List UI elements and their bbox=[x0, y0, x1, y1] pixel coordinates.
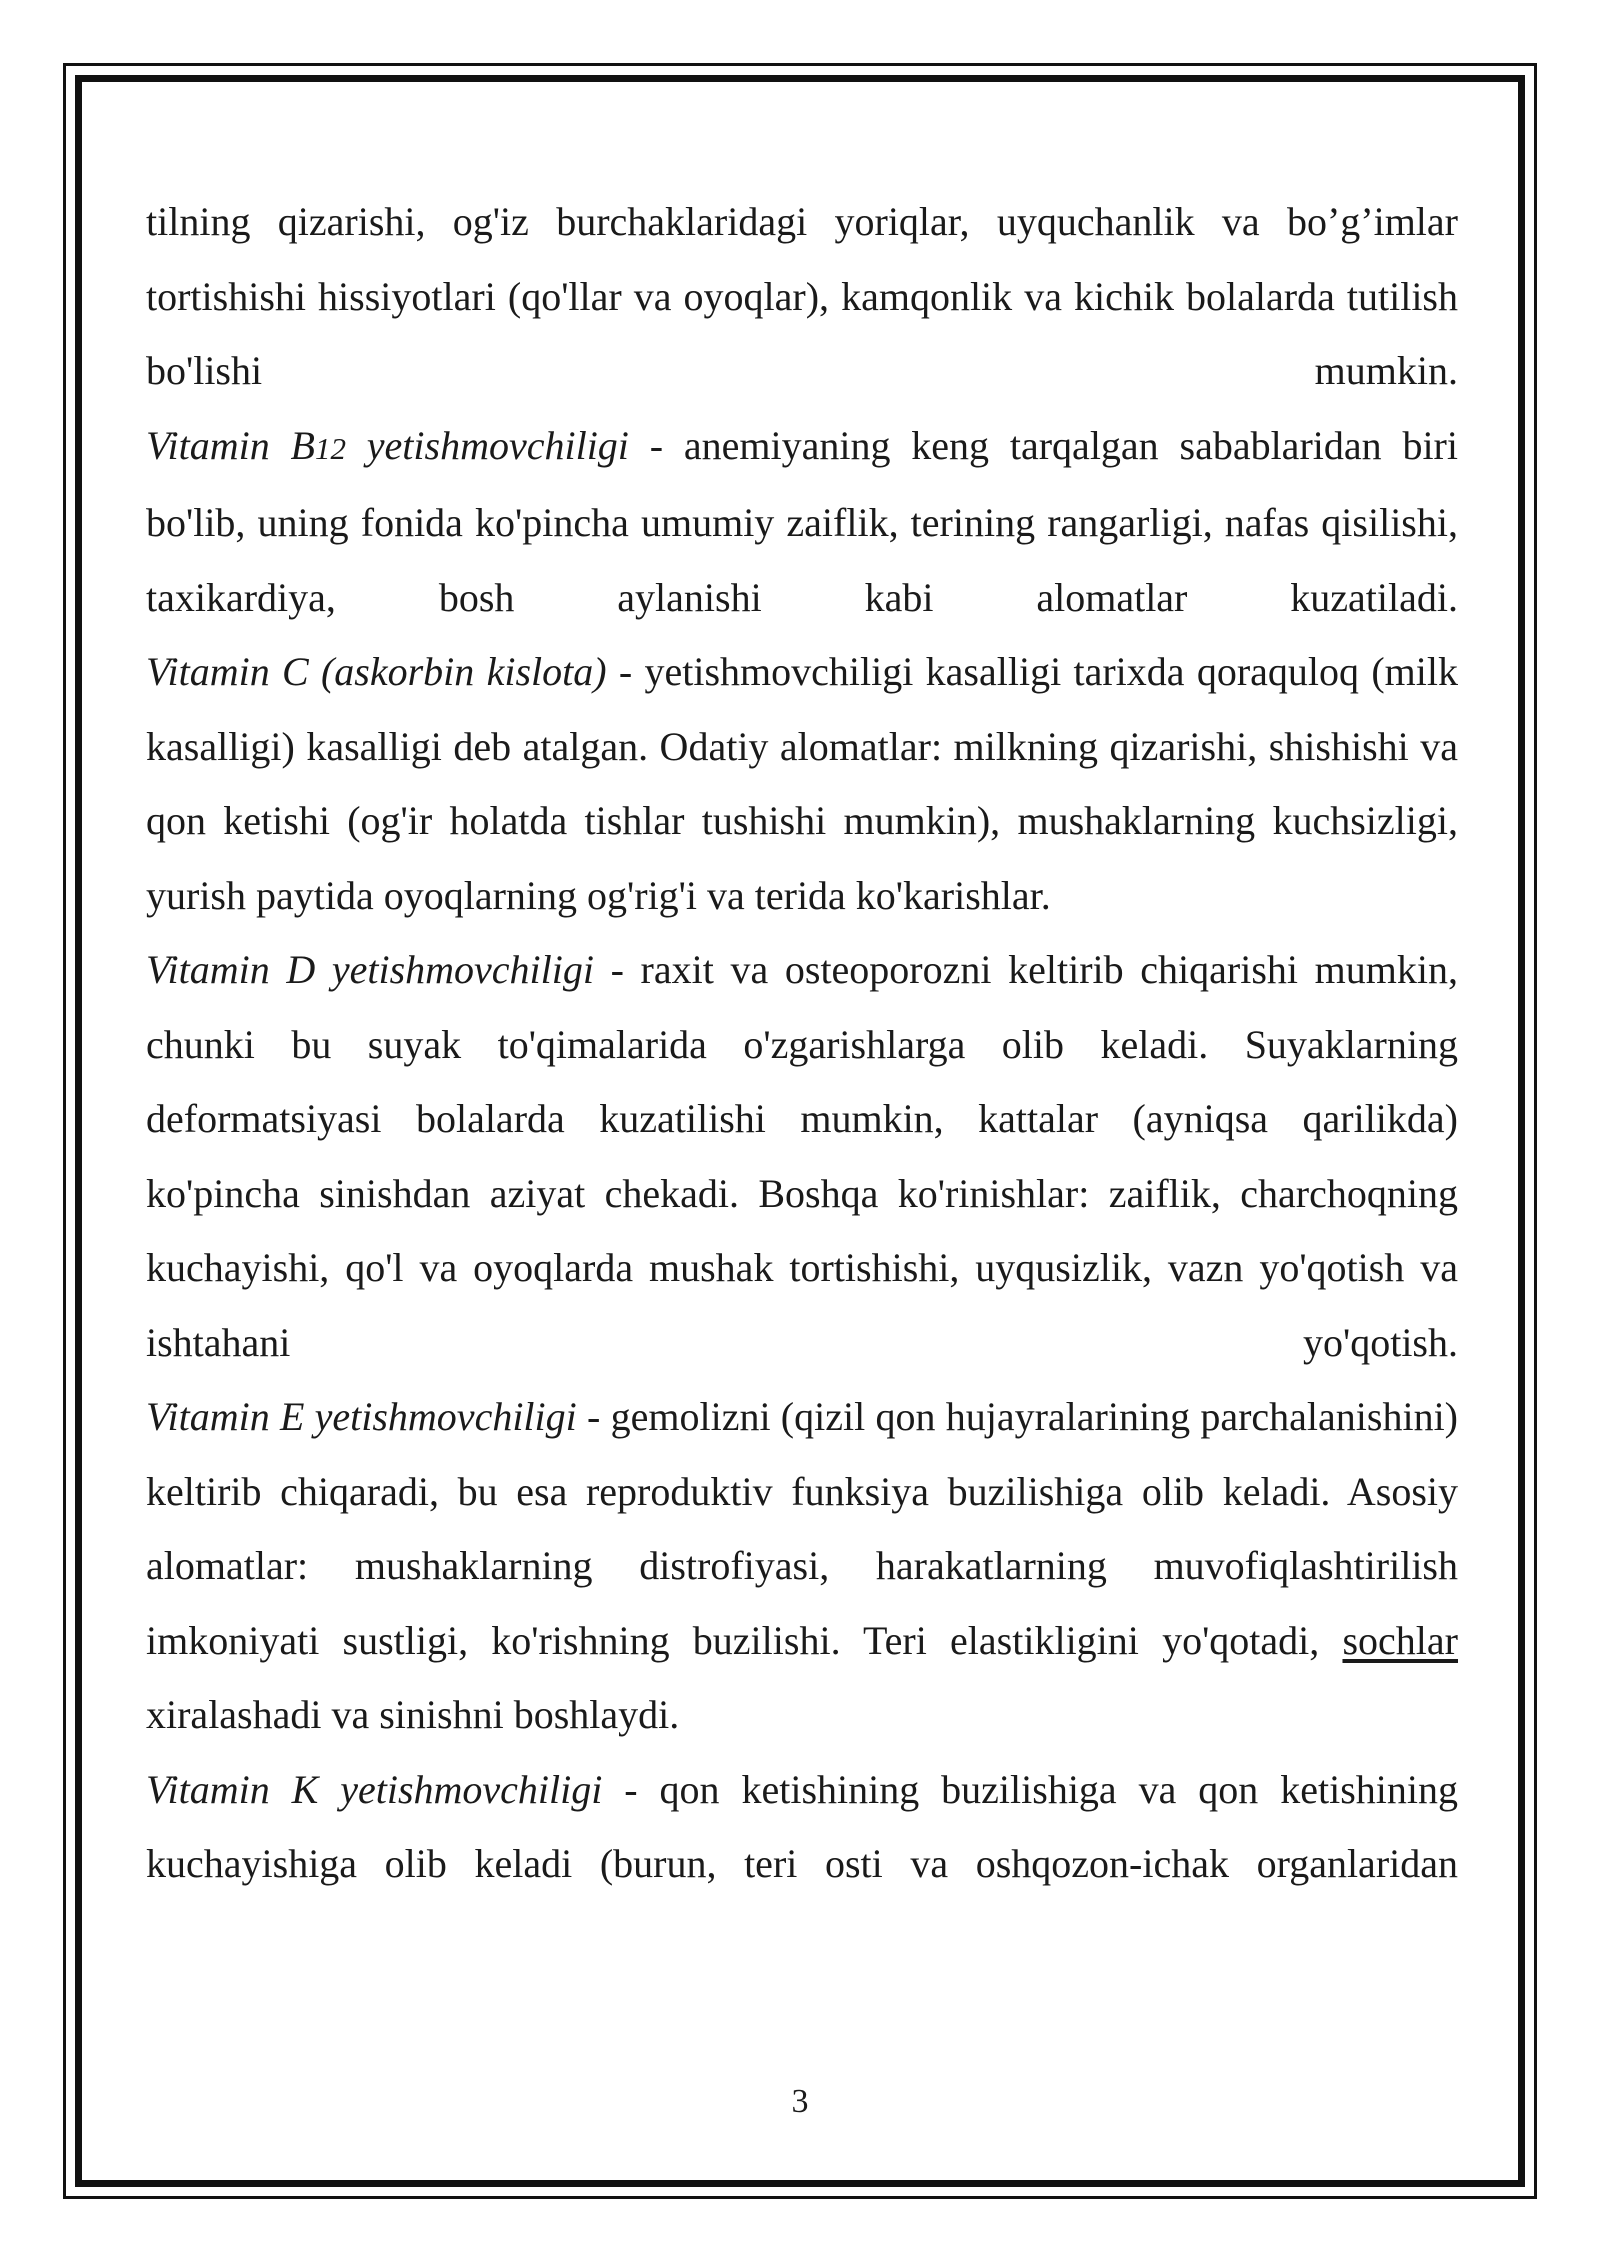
page-number: 3 bbox=[791, 2083, 809, 2120]
paragraph-text: - yetishmovchiligi kasalligi tarixda qoraquloq (milk kasalligi) kasalligi deb atalgan. Odatiy alomatlar: milkning qizarishi, shishishi va qon ketishi (og'ir holatda tishlar tushishi mumkin), mushaklarning kuchsizligi, yurish paytida oyoqlarning og'rig'i va terida ko'karishlar. bbox=[146, 649, 1458, 918]
paragraph-vitamin-k bbox=[146, 1753, 1458, 1902]
paragraph-text: tilning qizarishi, og'iz burchaklaridagi yoriqlar, uyquchanlik va bo’g’imlar tortishishi hissiyotlari (qo'llar va oyoqlar), kamqonlik va kichik bolalarda tutilish bo'lishi mumkin. bbox=[146, 199, 1458, 393]
paragraph-vitamin-b12 bbox=[146, 409, 1458, 636]
vitamin-term: Vitamin E yetishmovchiligi bbox=[146, 1394, 577, 1439]
vitamin-term bbox=[146, 423, 629, 468]
paragraph-vitamin-d bbox=[146, 933, 1458, 1380]
underlined-word: sochlar bbox=[1342, 1617, 1458, 1663]
document-body bbox=[146, 185, 1458, 1902]
term-part: yetishmovchiligi bbox=[345, 422, 629, 468]
paragraph-text: - gemolizni (qizil qon hujayralarining parchalanishini) keltirib chiqaradi, bu esa reproduktiv funksiya buzilishiga olib keladi. Asosiy alomatlar: mushaklarning distrofiyasi, harakatlarning muvofiqlashtirilish imkoniyati sustligi, ko'rishning buzilishi. Teri elastikligini yo'qotadi, bbox=[146, 1394, 1458, 1663]
vitamin-term: Vitamin D yetishmovchiligi bbox=[146, 947, 594, 992]
paragraph-vitamin-e bbox=[146, 1380, 1458, 1753]
vitamin-term: Vitamin C (askorbin kislota) bbox=[146, 649, 607, 694]
paragraph-text: - raxit va osteoporozni keltirib chiqarishi mumkin, chunki bu suyak to'qimalarida o'zgarishlarga olib keladi. Suyaklarning deformatsiyasi bolalarda kuzatilishi mumkin, kattalar (ayniqsa qarilikda) ko'pincha sinishdan aziyat chekadi. Boshqa ko'rinishlar: zaiflik, charchoqning kuchayishi, qo'l va oyoqlarda mushak tortishishi, uyqusizlik, vazn yo'qotish va ishtahani yo'qotish. bbox=[146, 947, 1458, 1365]
paragraph-vitamin-c bbox=[146, 635, 1458, 933]
paragraph-intro bbox=[146, 185, 1458, 409]
paragraph-text: - qon ketishining buzilishiga va qon ketishining kuchayishiga olib keladi (burun, teri osti va oshqozon-ichak organlaridan bbox=[146, 1766, 1458, 1886]
term-subscript: 12 bbox=[314, 430, 346, 466]
term-part: Vitamin B bbox=[146, 422, 315, 468]
paragraph-text: xiralashadi va sinishni boshlaydi. bbox=[146, 1692, 680, 1737]
paragraph-text: - anemiyaning keng tarqalgan sabablaridan biri bo'lib, uning fonida ko'pincha umumiy zaiflik, terining rangarligi, nafas qisilishi, taxikardiya, bosh aylanishi kabi alomatlar kuzatiladi. bbox=[146, 422, 1458, 620]
vitamin-term: Vitamin K yetishmovchiligi bbox=[146, 1766, 603, 1812]
